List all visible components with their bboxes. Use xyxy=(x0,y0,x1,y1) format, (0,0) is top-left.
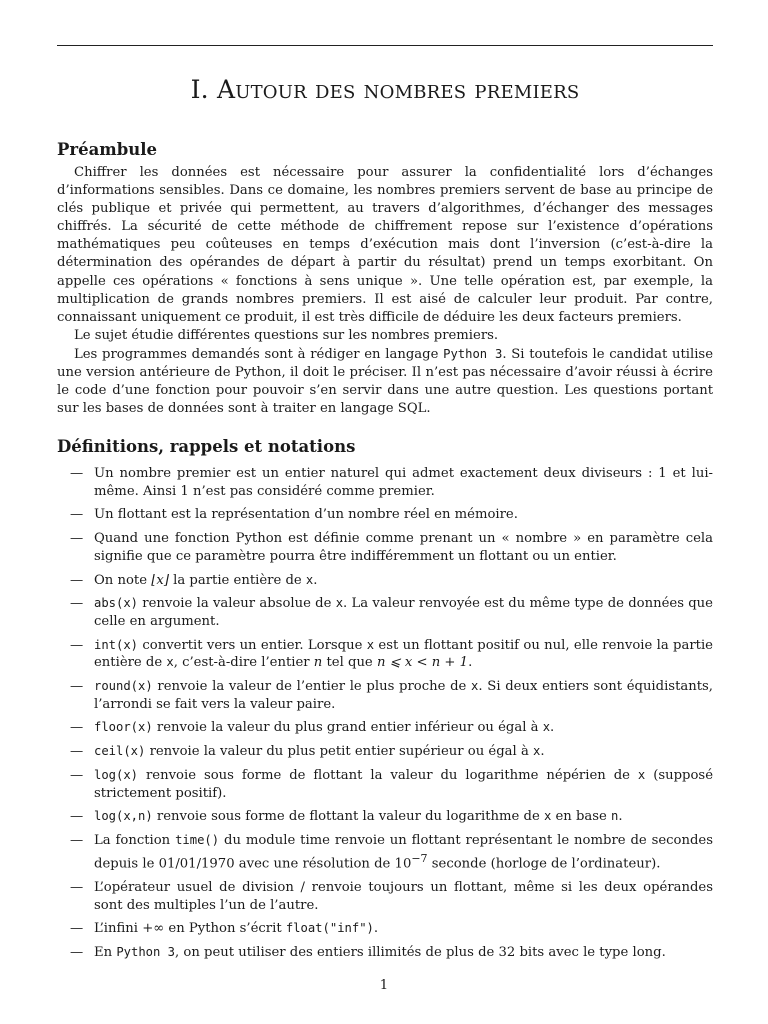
list-item: — log(x,n) renvoie sous forme de flottant la valeur du logarithme de x en base n. xyxy=(70,809,623,825)
list-item: — On note ⌊x⌋ la partie entière de x. xyxy=(70,572,318,588)
dash-bullet: — xyxy=(70,572,84,588)
dash-bullet: — xyxy=(70,744,84,760)
list-item: — int(x) convertit vers un entier. Lorsque x est un flottant positif ou nul, elle renvoie la partie entière de x, c’est-à-dire l’entier n tel que n ⩽ x < n + 1. xyxy=(70,637,713,671)
dash-bullet: — xyxy=(70,945,84,961)
list-item: — floor(x) renvoie la valeur du plus grand entier inférieur ou égal à x. xyxy=(70,720,555,736)
top-rule xyxy=(57,45,713,46)
dash-bullet: — xyxy=(70,921,84,937)
preamble-text xyxy=(57,164,713,418)
preamble-heading: Préambule xyxy=(57,140,158,159)
dash-bullet: — xyxy=(70,466,84,481)
list-item: — round(x) renvoie la valeur de l’entier le plus proche de x. Si deux entiers sont équidistants, l’arrondi se fait vers la valeur paire. xyxy=(70,679,713,712)
dash-bullet: — xyxy=(70,507,84,523)
dash-bullet: — xyxy=(70,531,84,547)
list-item: — En Python 3, on peut utiliser des entiers illimités de plus de 32 bits avec le type long. xyxy=(70,945,666,961)
dash-bullet: — xyxy=(70,596,84,612)
preamble-paragraph-3: Les programmes demandés sont à rédiger en langage Python 3. Si toutefois le candidat utilise une version antérieure de Python, il doit le préciser. Il n’est pas nécessaire d’avoir réussi à écrire le code d’une fonction pour pouvoir s’en servir dans une autre question. Les questions portant sur les bases de données sont à traiter en langage SQL. xyxy=(57,346,714,417)
list-item: — L’opérateur usuel de division / renvoie toujours un flottant, même si les deux opérandes sont des multiples l’un de l’autre. xyxy=(70,879,713,913)
page-title: I. Autour des nombres premiers xyxy=(190,75,580,104)
list-item: — log(x) renvoie sous forme de flottant la valeur du logarithme népérien de x (supposé strictement positif). xyxy=(70,768,713,801)
dash-bullet: — xyxy=(70,720,84,736)
dash-bullet: — xyxy=(70,637,84,653)
list-item: — abs(x) renvoie la valeur absolue de x. La valeur renvoyée est du même type de données que celle en argument. xyxy=(70,596,713,629)
list-item: — Un nombre premier est un entier naturel qui admet exactement deux diviseurs : 1 et lui-même. Ainsi 1 n’est pas considéré comme premier. xyxy=(70,466,713,499)
definitions-list xyxy=(57,465,713,968)
list-item: — La fonction time() du module time renvoie un flottant représentant le nombre de secondes depuis le 01/01/1970 avec une résolution de $10^{-7}$ seconde (horloge de l’ordinateur). xyxy=(70,833,713,872)
list-item: — Un flottant est la représentation d’un nombre réel en mémoire. xyxy=(70,507,518,523)
list-item: — ceil(x) renvoie la valeur du plus petit entier supérieur ou égal à x. xyxy=(70,744,545,760)
dash-bullet: — xyxy=(70,768,84,783)
list-item: — Quand une fonction Python est définie comme prenant un « nombre » en paramètre cela signifie que ce paramètre pourra être indifféremment un flottant ou un entier. xyxy=(70,531,713,564)
dash-bullet: — xyxy=(70,809,84,825)
dash-bullet: — xyxy=(70,679,84,695)
list-item: — L’infini +∞ en Python s’écrit float("inf"). xyxy=(70,921,379,937)
page-number: 1 xyxy=(379,978,389,993)
definitions-heading: Définitions, rappels et notations xyxy=(57,437,356,456)
preamble-paragraph-1: Chiffrer les données est nécessaire pour assurer la confidentialité lors d’échanges d’informations sensibles. Dans ce domaine, les nombres premiers servent de base au principe de clés publique et privée qui permettent, au travers d’algorithmes, d’échanger des messages chiffrés. La sécurité de cette méthode de chiffrement repose sur l’existence d’opérations mathématiques peu coûteuses en temps d’exécution mais dont l’inversion (c’est-à-dire la détermination des opérandes de départ à partir du résultat) prend un temps exorbitant. On appelle ces opérations « fonctions à sens unique ». Une telle opération est, par exemple, la multiplication de grands nombres premiers. Il est aisé de calculer leur produit. Par contre, connaissant uniquement ce produit, il est très difficile de déduire les deux facteurs premiers. xyxy=(57,165,713,325)
dash-bullet: — xyxy=(70,879,84,895)
dash-bullet: — xyxy=(70,833,84,849)
preamble-paragraph-2: Le sujet étudie différentes questions sur les nombres premiers. xyxy=(74,327,499,343)
